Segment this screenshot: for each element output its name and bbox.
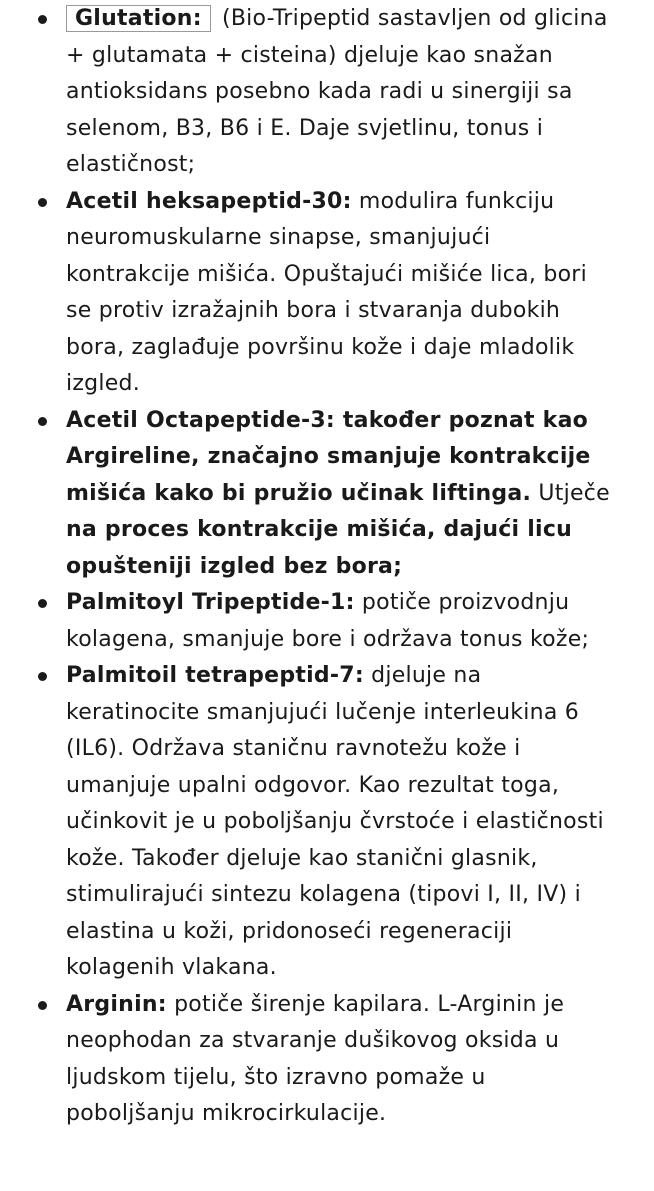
term-label: Arginin: [66,991,167,1017]
list-item-arginin [0,987,654,1133]
description-text: potiče proizvodnju kolagena, smanjuje bore i održava tonus kože; [66,590,590,652]
list-item-glutation [0,1,654,184]
description-strong-text: na proces kontrakcije mišića, dajući licu opušteniji izgled bez bora; [66,517,573,579]
bullet-icon [38,15,47,24]
term-label: Palmitoil tetrapeptid-7: [66,663,364,688]
description-text: modulira funkciju neuromuskularne sinapse, smanjujući kontrakcije mišića. Opuštajući mišiće lica, bori se protiv izražajnih bora i stvaranja dubokih bora, zaglađuje površinu kože i daje mladolik izgled. [66,188,587,396]
description-text: potiče širenje kapilara. L-Arginin je neophodan za stvaranje dušikovog oksida u ljudskom tijelu, što izravno pomaže u poboljšanju mikrocirkulacije. [66,991,565,1126]
term-label: Palmitoyl Tripeptide-1: [66,590,355,615]
list-item-palmitoil-tetrapeptid [0,658,654,987]
bullet-icon [38,1001,47,1010]
bullet-icon [38,198,47,207]
term-label: Acetil Octapeptide-3: također poznat kao Argireline, značajno smanjuje kontrakcije mišića kako bi pružio učinak liftinga. [66,407,591,506]
list-item-acetil-octapeptide [0,403,654,586]
bullet-icon [38,599,47,608]
list-item-acetil-heksapeptid [0,184,654,403]
list-item-palmitoyl-tripeptide [0,585,654,658]
term-label: Acetil heksapeptid-30: [66,188,352,214]
ingredient-list [0,1,654,1133]
bullet-icon [38,417,47,426]
description-text: (Bio-Tripeptid sastavljen od glicina + glutamata + cisteina) djeluje kao snažan antioksidans posebno kada radi u sinergiji sa selenom, B3, B6 i E. Daje svjetlinu, tonus i elastičnost; [66,6,608,177]
description-text: Utječe [531,480,610,506]
description-text: djeluje na keratinocite smanjujući lučenje interleukina 6 (IL6). Održava staničnu ravnotežu kože i umanjuje upalni odgovor. Kao rezultat toga, učinkovit je u poboljšanju čvrstoće i elastičnosti kože. Također djeluje kao stanični glasnik, stimulirajući sintezu kolagena (tipovi I, II, IV) i elastina u koži, pridonoseći regeneraciji kolagenih vlakana. [66,663,604,980]
term-label: Glutation: [66,5,211,32]
bullet-icon [38,672,47,681]
